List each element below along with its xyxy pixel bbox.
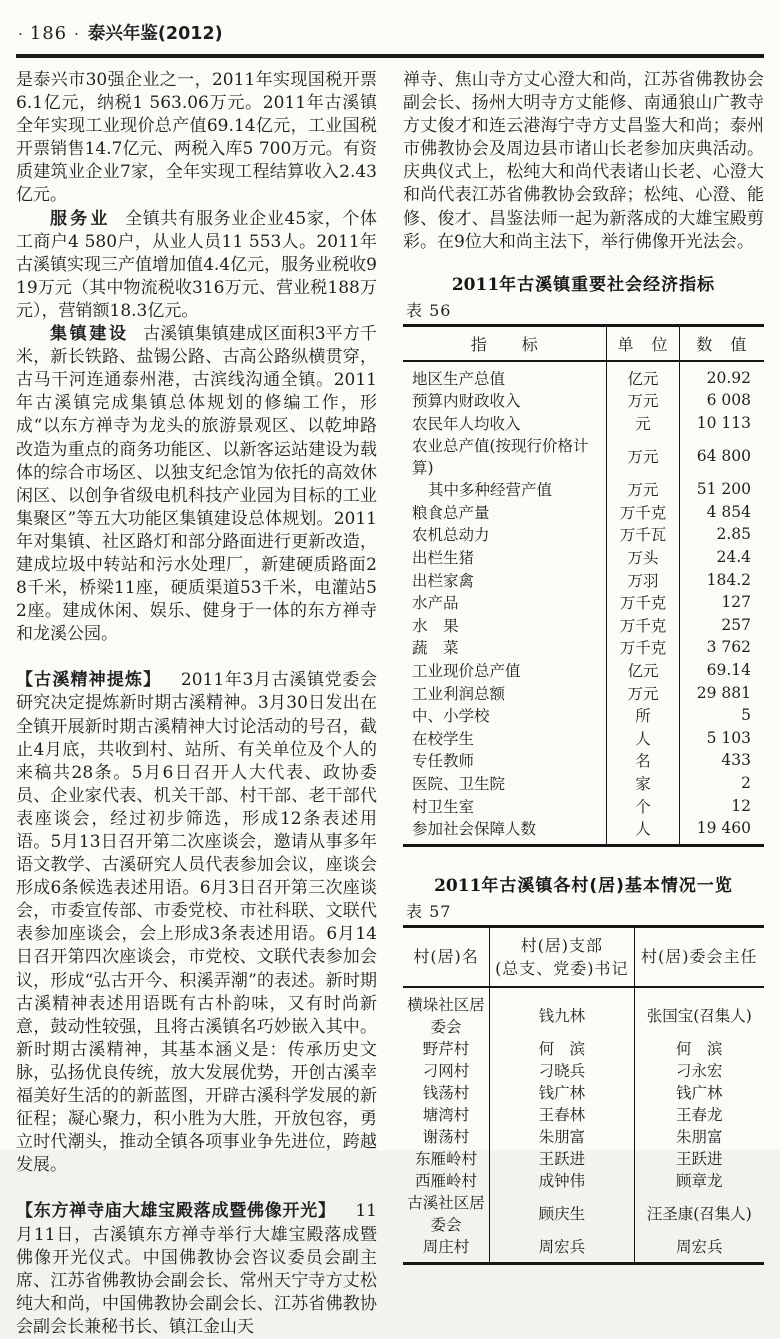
secretary-cell: 钱九林 [490, 987, 634, 1037]
unit-cell: 万千瓦 [607, 523, 679, 546]
unit-cell: 万千克 [607, 636, 679, 659]
unit-cell: 所 [607, 704, 679, 727]
table-56-header-row [403, 325, 764, 361]
table-row [403, 772, 764, 795]
value-cell: 6 008 [679, 389, 764, 412]
secretary-cell: 周宏兵 [490, 1235, 634, 1264]
villages-table [403, 925, 764, 1265]
value-cell: 24.4 [679, 546, 764, 569]
table-57-body [403, 987, 764, 1264]
table-row [403, 478, 764, 501]
unit-cell: 家 [607, 772, 679, 795]
table-row [403, 987, 764, 1037]
entry-guxi-spirit [16, 669, 377, 1177]
table-row [403, 704, 764, 727]
value-cell: 3 762 [679, 636, 764, 659]
table-row [403, 568, 764, 591]
table-row [403, 361, 764, 389]
value-cell: 5 [679, 704, 764, 727]
page-header [16, 16, 764, 58]
entry-temple-ceremony-heading: 【东方禅寺庙大雄宝殿落成暨佛像开光】 [16, 1201, 336, 1222]
paragraph-industry-continuation: 是泰兴市30强企业之一，2011年实现国税开票6.1亿元，纳税1 563.06万元。2011年古溪镇全年实现工业现价总产值69.14亿元，工业国税开票销售14.7亿元、两税入库5 700万元。有资质建筑业企业7家，全年实现工程结算收入2.43亿元。 [16, 70, 377, 206]
table-56-title [403, 270, 764, 295]
value-cell: 51 200 [679, 478, 764, 501]
table-row [403, 1169, 764, 1191]
value-cell: 29 881 [679, 681, 764, 704]
indicator-cell: 农民年人均收入 [412, 414, 521, 433]
unit-cell: 万元 [607, 478, 679, 501]
indicator-column-header: 指 标 [403, 325, 607, 361]
village-name-cell: 西雁岭村 [415, 1171, 478, 1190]
village-name-cell: 谢荡村 [422, 1127, 470, 1146]
secretary-cell: 刁晓兵 [490, 1059, 634, 1081]
table-row [403, 501, 764, 524]
value-cell: 2.85 [679, 523, 764, 546]
unit-cell: 元 [607, 411, 679, 434]
table-57-label: 表 57 [406, 901, 452, 921]
table-56-section [403, 270, 764, 847]
table-57-title-year: 2011 [434, 875, 482, 896]
table-row [403, 434, 764, 478]
table-row [403, 591, 764, 614]
director-cell: 张国宝(召集人) [634, 987, 764, 1037]
unit-column-header: 单 位 [607, 325, 679, 361]
table-56-body [403, 361, 764, 846]
town-construction-text: 古溪镇集镇建成区面积3平方千米，新长铁路、盐锡公路、古高公路纵横贯穿，古马干河连通泰州港，古滨线沟通全镇。2011年古溪镇完成集镇总体规划的修编工作，形成“以东方禅寺为龙头的旅游景观区、以乾坤路改造为重点的商务功能区、以新客运站建设为载体的综合市场区、以独支纪念馆为依托的高效休闲区、以创争省级电机科技产业园为目标的工业集聚区”等五大功能区集镇建设总体规划。2011年对集镇、社区路灯和部分路面进行更新改造，建成垃圾中转站和污水处理厂，新建硬质路面28千米，桥梁11座，硬质渠道53千米，电灌站52座。建成休闲、娱乐、健身于一体的东方禅寺和龙溪公园。 [16, 324, 378, 645]
indicator-cell: 中、小学校 [412, 707, 490, 726]
village-name-cell: 钱荡村 [422, 1083, 470, 1102]
village-name-cell: 古溪社区居委会 [407, 1193, 485, 1234]
table-row [403, 726, 764, 749]
director-column-header: 村(居)委会主任 [634, 926, 764, 987]
value-cell: 12 [679, 794, 764, 817]
unit-cell: 万羽 [607, 568, 679, 591]
table-row [403, 614, 764, 637]
indicator-cell: 出栏生猪 [412, 549, 475, 568]
unit-cell: 人 [607, 726, 679, 749]
table-row [403, 749, 764, 772]
indicator-cell: 专任教师 [412, 752, 475, 771]
unit-cell: 万元 [607, 681, 679, 704]
secretary-cell: 顾庆生 [490, 1191, 634, 1235]
value-cell: 4 854 [679, 501, 764, 524]
unit-cell: 万元 [607, 389, 679, 412]
header-bullet: · [18, 25, 23, 43]
indicator-cell: 出栏家禽 [412, 571, 475, 590]
value-cell: 19 460 [679, 817, 764, 846]
table-row [403, 1191, 764, 1235]
table-row [403, 681, 764, 704]
entry-guxi-spirit-text: 2011年3月古溪镇党委会研究决定提炼新时期古溪精神。3月30日发出在全镇开展新时期古溪精神大讨论活动的号召，截止4月底，共收到村、站所、有关单位及个人的来稿共28条。5月6日召开人大代表、政协委员、企业家代表、机关干部、村干部、老干部代表座谈会，经过初步筛选，形成12条表述用语。5月13日召开第二次座谈会，邀请从事多年语文教学、古溪研究人员代表参加会议，座谈会形成6条候选表述用语。6月3日召开第三次座谈会，市委宣传部、市委党校、市社科联、文联代表参加座谈会，会上形成3条表述用语。6月14日召开第四次座谈会，市党校、文联代表参加会议，形成“弘古开今、积溪弄潮”的表述。新时期古溪精神表述用语既有古朴韵味，又有时尚新意，鼓动性较强，且将古溪镇名巧妙嵌入其中。新时期古溪精神，其基本涵义是：传承历史文脉，弘扬优良传统，放大发展优势，开创古溪幸福美好生活的的新蓝图，开辟古溪科学发展的新征程；凝心聚力，积小胜为大胜，开放包容，勇立时代潮头，推动全镇各项事业争先进位，跨越发展。 [16, 670, 377, 1176]
entry-temple-ceremony [16, 1200, 377, 1339]
unit-cell: 亿元 [607, 659, 679, 682]
indicator-cell: 粮食总产量 [412, 503, 490, 522]
value-cell: 64 800 [679, 434, 764, 478]
indicator-cell: 参加社会保障人数 [412, 819, 537, 838]
secretary-cell: 王春林 [490, 1103, 634, 1125]
economic-indicators-table [403, 324, 764, 847]
table-row [403, 1235, 764, 1264]
director-cell: 王跃进 [634, 1147, 764, 1169]
table-row [403, 411, 764, 434]
table-row [403, 1059, 764, 1081]
indicator-cell: 其中多种经营产值 [428, 481, 553, 500]
unit-cell: 万头 [607, 546, 679, 569]
value-cell: 2 [679, 772, 764, 795]
indicator-cell: 在校学生 [412, 729, 475, 748]
indicator-cell: 农机总动力 [412, 526, 490, 545]
village-name-column-header: 村(居)名 [403, 926, 490, 987]
table-56-title-year: 2011 [451, 274, 500, 295]
secretary-cell: 成钟伟 [490, 1169, 634, 1191]
value-cell: 20.92 [679, 361, 764, 389]
table-57-header-row [403, 926, 764, 987]
village-name-cell: 野芹村 [422, 1039, 470, 1058]
village-name-cell: 塘湾村 [422, 1105, 470, 1124]
secretary-cell: 何 滨 [490, 1037, 634, 1059]
indicator-cell: 水 果 [412, 616, 459, 635]
entry-temple-ceremony-text-right: 禅寺、焦山寺方丈心澄大和尚，江苏省佛教协会副会长、扬州大明寺方丈能修、南通狼山广教寺方丈俊才和连云港海宁寺方丈昌鉴大和尚；泰州市佛教协会及周边县市诸山长老参加庆典活动。庆典仪式上，松纯大和尚代表诸山长老、心澄大和尚代表江苏省佛教协会致辞；松纯、心澄、能修、俊才、昌鉴法师一起为新落成的大雄宝殿剪彩。在9位大和尚主法下，举行佛像开光法会。 [403, 70, 764, 252]
services-text: 全镇共有服务业企业45家，个体工商户4 580户，从业人员11 553人。2011年古溪镇实现三产值增加值4.4亿元，服务业税收919万元（其中物流税收316万元、营业税188万元），营销额18.3亿元。 [16, 208, 378, 321]
indicator-cell: 地区生产总值 [412, 369, 506, 388]
value-cell: 127 [679, 591, 764, 614]
village-name-cell: 周庄村 [422, 1237, 470, 1256]
director-cell: 周宏兵 [634, 1235, 764, 1264]
indicator-cell: 村卫生室 [412, 797, 475, 816]
director-cell: 王春龙 [634, 1103, 764, 1125]
town-construction-label: 集镇建设 [50, 324, 129, 345]
value-cell: 69.14 [679, 659, 764, 682]
unit-cell: 个 [607, 794, 679, 817]
table-row [403, 1147, 764, 1169]
table-56-title-text: 年古溪镇重要社会经济指标 [499, 274, 716, 295]
table-row [403, 636, 764, 659]
table-57-title [403, 871, 764, 896]
entry-guxi-spirit-heading: 【古溪精神提炼】 [16, 670, 162, 691]
table-row [403, 1081, 764, 1103]
paragraph-town-construction [16, 323, 377, 646]
table-row [403, 546, 764, 569]
right-column [403, 69, 764, 1339]
director-cell: 何 滨 [634, 1037, 764, 1059]
village-name-cell: 横垛社区居委会 [407, 995, 485, 1036]
unit-cell: 万元 [607, 434, 679, 478]
indicator-cell: 蔬 菜 [412, 639, 459, 658]
value-cell: 433 [679, 749, 764, 772]
indicator-cell: 工业利润总额 [412, 684, 506, 703]
unit-cell: 名 [607, 749, 679, 772]
value-cell: 184.2 [679, 568, 764, 591]
value-cell: 5 103 [679, 726, 764, 749]
two-column-layout [16, 69, 764, 1339]
table-57-section [403, 871, 764, 1265]
table-row [403, 523, 764, 546]
secretary-cell: 王跃进 [490, 1147, 634, 1169]
indicator-cell: 水产品 [412, 594, 459, 613]
header-bullet: · [74, 25, 79, 43]
unit-cell: 人 [607, 817, 679, 846]
indicator-cell: 工业现价总产值 [412, 661, 521, 680]
table-row [403, 1103, 764, 1125]
table-row [403, 389, 764, 412]
secretary-cell: 朱朋富 [490, 1125, 634, 1147]
table-57-title-text: 年古溪镇各村(居)基本情况一览 [481, 875, 733, 896]
unit-cell: 万千克 [607, 501, 679, 524]
page-number: 186 [29, 23, 68, 44]
value-column-header: 数 值 [679, 325, 764, 361]
secretary-header-line1: 村(居)支部 [520, 935, 604, 955]
secretary-column-header [490, 926, 634, 987]
indicator-cell: 农业总产值(按现行价格计算) [412, 436, 589, 477]
paragraph-services [16, 208, 377, 323]
services-label: 服务业 [50, 208, 111, 229]
director-cell: 汪圣康(召集人) [634, 1191, 764, 1235]
secretary-header-line2: (总支、党委)书记 [495, 958, 629, 978]
unit-cell: 万千克 [607, 614, 679, 637]
yearbook-title: 泰兴年鉴(2012) [87, 24, 223, 44]
entry-temple-ceremony-text-left: 11月11日，古溪镇东方禅寺举行大雄宝殿落成暨佛像开光仪式。中国佛教协会咨议委员会副主席、江苏省佛教协会副会长、常州天宁寺方丈松纯大和尚，中国佛教协会副会长、江苏省佛教协会副会长兼秘书长、镇江金山天 [16, 1201, 377, 1337]
secretary-cell: 钱广林 [490, 1081, 634, 1103]
director-cell: 钱广林 [634, 1081, 764, 1103]
village-name-cell: 东雁岭村 [415, 1149, 478, 1168]
indicator-cell: 预算内财政收入 [412, 392, 521, 411]
table-row [403, 817, 764, 846]
indicator-cell: 医院、卫生院 [412, 774, 506, 793]
director-cell: 刁永宏 [634, 1059, 764, 1081]
village-name-cell: 刁网村 [422, 1061, 470, 1080]
unit-cell: 万千克 [607, 591, 679, 614]
value-cell: 257 [679, 614, 764, 637]
director-cell: 朱朋富 [634, 1125, 764, 1147]
unit-cell: 亿元 [607, 361, 679, 389]
table-row [403, 1037, 764, 1059]
left-column [16, 69, 377, 1339]
director-cell: 顾章龙 [634, 1169, 764, 1191]
table-56-label: 表 56 [406, 300, 452, 320]
value-cell: 10 113 [679, 411, 764, 434]
table-row [403, 1125, 764, 1147]
table-row [403, 659, 764, 682]
table-row [403, 794, 764, 817]
